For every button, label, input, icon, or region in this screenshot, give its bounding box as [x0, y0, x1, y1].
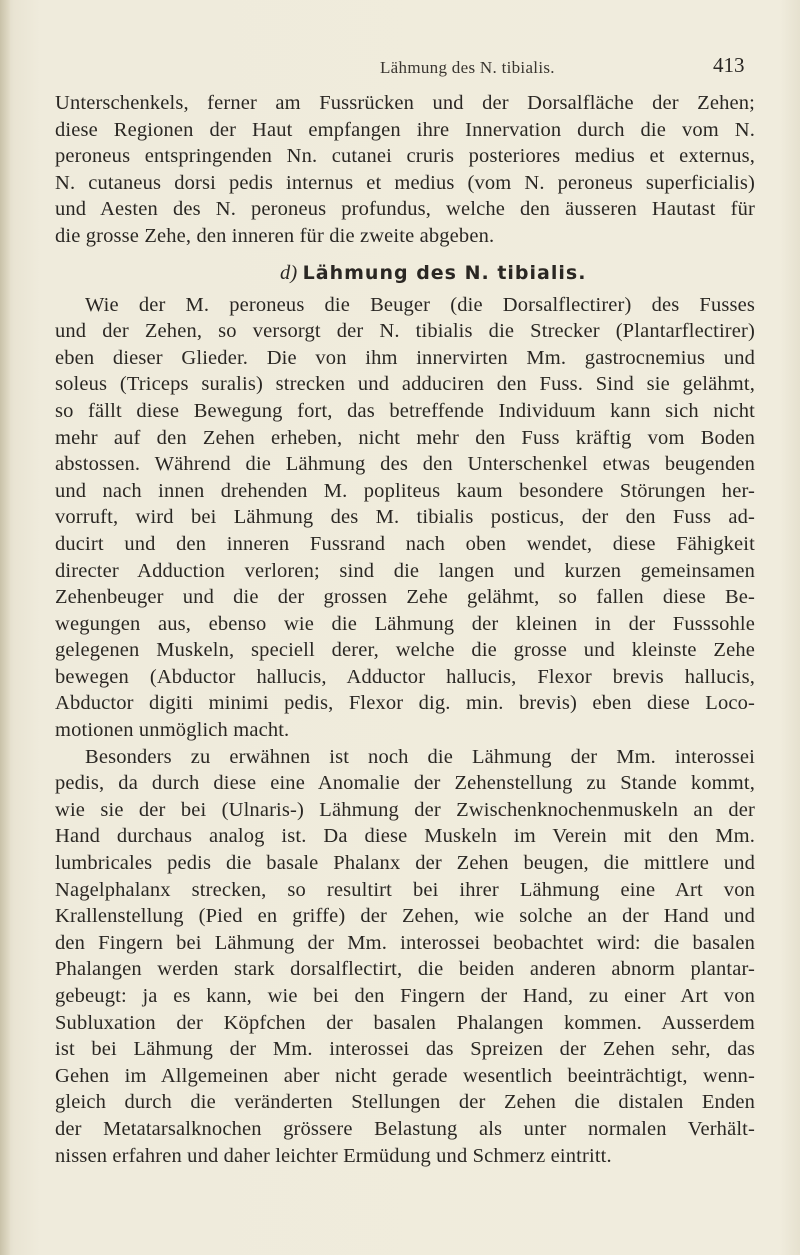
text-line: Gehen im Allgemeinen aber nicht gerade wesentlich beeinträchtigt, wenn-	[55, 1064, 755, 1087]
text-line: und nach innen drehenden M. popliteus kaum besondere Störungen her-	[55, 479, 755, 502]
text-line: Nagelphalanx strecken, so resultirt bei ihrer Lähmung eine Art von	[55, 878, 755, 901]
text-line: peroneus entspringenden Nn. cutanei cruris posteriores medius et externus,	[55, 145, 755, 168]
text-line: gelegenen Muskeln, speciell derer, welche die grosse und kleinste Zehe	[55, 639, 755, 662]
page-spine-shadow	[0, 0, 10, 1255]
text-line: die grosse Zehe, den inneren für die zweite abgeben.	[55, 224, 495, 247]
text-line: wegungen aus, ebenso wie die Lähmung der kleinen in der Fusssohle	[55, 612, 755, 635]
running-head: Lähmung des N. tibialis.	[380, 58, 555, 77]
page-number: 413	[713, 53, 745, 77]
text-line: diese Regionen der Haut empfangen ihre Innervation durch die vom N.	[55, 118, 755, 141]
text-line: motionen unmöglich macht.	[55, 719, 290, 742]
paragraph-interossei	[55, 744, 755, 1170]
text-line: gebeugt: ja es kann, wie bei den Fingern der Hand, zu einer Art von	[55, 985, 755, 1007]
text-line: den Fingern bei Lähmung der Mm. interossei beobachtet wird: die basalen	[55, 931, 755, 954]
text-line: so fällt diese Bewegung fort, das betreffende Individuum kann sich nicht	[55, 399, 755, 422]
text-line: Abductor digiti minimi pedis, Flexor dig. min. brevis) eben diese Loco-	[55, 692, 755, 715]
text-line: Besonders zu erwähnen ist noch die Lähmung der Mm. interossei	[85, 745, 755, 768]
text-line: gleich durch die veränderten Stellungen der Zehen die distalen Enden	[55, 1091, 755, 1114]
paragraph-tibialis-function	[55, 292, 755, 744]
text-line: mehr auf den Zehen erheben, nicht mehr den Fuss kräftig vom Boden	[55, 426, 755, 449]
continuation-paragraph	[55, 90, 755, 250]
text-line: Zehenbeuger und die der grossen Zehe gelähmt, so fallen diese Be-	[55, 586, 755, 609]
text-line: Unterschenkels, ferner am Fussrücken und der Dorsalfläche der Zehen;	[55, 92, 755, 114]
text-line: directer Adduction verloren; sind die langen und kurzen gemeinsamen	[55, 559, 755, 582]
text-line: Wie der M. peroneus die Beuger (die Dorsalflectirer) des Fusses	[85, 293, 755, 316]
section-title: Lähmung des N. tibialis.	[302, 261, 587, 284]
section-heading	[55, 260, 755, 290]
text-line: und der Zehen, so versorgt der N. tibialis die Strecker (Plantarflectirer)	[55, 320, 755, 343]
text-line: Hand durchaus analog ist. Da diese Muskeln im Verein mit den Mm.	[55, 825, 755, 848]
text-line: Phalangen werden stark dorsalflectirt, die beiden anderen abnorm plantar-	[55, 958, 755, 981]
text-line: pedis, da durch diese eine Anomalie der Zehenstellung zu Stande kommt,	[55, 772, 755, 795]
text-line: Subluxation der Köpfchen der basalen Phalangen kommen. Ausserdem	[55, 1011, 755, 1034]
text-line: N. cutaneus dorsi pedis internus et medius (vom N. peroneus superficialis)	[55, 171, 755, 194]
text-line: ist bei Lähmung der Mm. interossei das Spreizen der Zehen sehr, das	[55, 1038, 755, 1061]
text-line: abstossen. Während die Lähmung des den Unterschenkel etwas beugenden	[55, 453, 755, 476]
text-line: nissen erfahren und daher leichter Ermüdung und Schmerz eintritt.	[55, 1144, 612, 1167]
text-line: wie sie der bei (Ulnaris-) Lähmung der Zwischenknochenmuskeln an der	[55, 798, 755, 821]
text-line: soleus (Triceps suralis) strecken und adduciren den Fuss. Sind sie gelähmt,	[55, 373, 755, 396]
text-line: bewegen (Abductor hallucis, Adductor hallucis, Flexor brevis hallucis,	[55, 665, 755, 688]
text-line: ducirt und den inneren Fussrand nach oben wendet, diese Fähigkeit	[55, 532, 755, 555]
text-line: vorruft, wird bei Lähmung des M. tibialis posticus, der den Fuss ad-	[55, 506, 755, 529]
text-line: eben dieser Glieder. Die von ihm innervirten Mm. gastrocnemius und	[55, 346, 755, 369]
section-marker: d)	[280, 261, 298, 284]
text-line: Krallenstellung (Pied en griffe) der Zehen, wie solche an der Hand und	[55, 905, 755, 928]
text-line: und Aesten des N. peroneus profundus, welche den äusseren Hautast für	[55, 198, 755, 221]
body-text	[55, 90, 755, 1169]
text-line: lumbricales pedis die basale Phalanx der Zehen beugen, die mittlere und	[55, 852, 755, 875]
text-line: der Metatarsalknochen grössere Belastung als unter normalen Verhält-	[55, 1117, 755, 1140]
